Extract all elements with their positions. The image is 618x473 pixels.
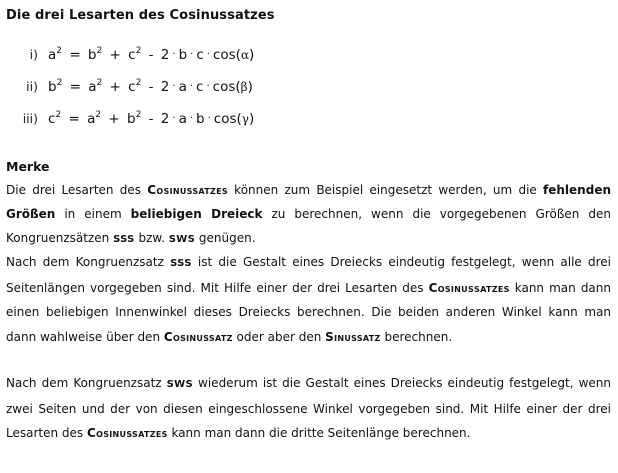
- multiplication-dot: ·: [172, 113, 176, 124]
- coefficient: 2: [160, 79, 170, 95]
- cosine-function: cos(: [212, 79, 241, 95]
- minus-sign: -: [148, 47, 154, 63]
- term1-variable: a: [87, 111, 96, 127]
- text: Nach dem Kongruenzsatz: [6, 255, 171, 269]
- equals-sign: =: [69, 79, 81, 95]
- term-sss: SSS: [113, 234, 135, 246]
- term-fehlende-groessen: fehlenden Größen: [6, 183, 611, 222]
- lhs-exponent: 2: [56, 77, 63, 88]
- text: berechnen.: [380, 329, 453, 344]
- term-beliebiges-dreieck: beliebigen Dreieck: [130, 207, 263, 222]
- multiplication-dot: ·: [189, 113, 194, 124]
- page-title: Die drei Lesarten des Cosinussatzes: [6, 8, 275, 23]
- plus-sign: +: [109, 79, 121, 95]
- closing-paren: ): [247, 79, 253, 95]
- formula-expression: [48, 79, 253, 95]
- text: Nach dem Kongruenzsatz: [6, 376, 167, 390]
- text: bzw.: [134, 231, 169, 246]
- term2-variable: c: [128, 47, 136, 63]
- minus-sign: -: [148, 111, 154, 127]
- term2-exponent: 2: [135, 109, 142, 120]
- term2-variable: c: [128, 79, 136, 95]
- factor-2: b: [196, 111, 205, 127]
- term1-exponent: 2: [96, 77, 103, 88]
- formula-number: i): [29, 47, 38, 62]
- text: kann man dann die dritte Seitenlänge berechnen.: [167, 426, 471, 441]
- factor-1: a: [178, 111, 187, 127]
- equals-sign: =: [68, 111, 80, 127]
- lhs-exponent: 2: [55, 109, 62, 120]
- term-cosinussatzes: Cosinussatzes: [147, 183, 228, 197]
- text: kann man dann einen beliebigen Innenwinkel dieses Dreiecks berechnen. Die beiden anderen Winkel kann man dann wahlweise über den: [6, 281, 612, 344]
- term-cosinussatz: Cosinussatz: [163, 329, 233, 344]
- formula-row: [6, 79, 306, 101]
- cosine-function: cos(: [213, 111, 242, 127]
- formula-row: [6, 111, 306, 133]
- factor-2: c: [196, 47, 204, 63]
- multiplication-dot: ·: [206, 49, 210, 60]
- multiplication-dot: ·: [172, 49, 176, 60]
- closing-paren: ): [248, 111, 255, 127]
- term-sss: SSS: [170, 258, 192, 269]
- term-cosinussatzes: Cosinussatzes: [86, 426, 168, 441]
- formula-number: ii): [26, 79, 38, 94]
- closing-paren: ): [249, 47, 255, 63]
- lhs-variable: a: [48, 47, 57, 63]
- equals-sign: =: [69, 47, 81, 63]
- paragraph-3: [6, 371, 611, 446]
- factor-1: a: [178, 79, 187, 95]
- text: wiederum ist die Gestalt eines Dreiecks eindeutig festgelegt, wenn zwei Seiten und der von diesen eingeschlossene Winkel vorgegeben sind. Mit Hilfe einer der drei Lesarten des: [6, 376, 612, 441]
- multiplication-dot: ·: [189, 81, 194, 92]
- term-sws: SWS: [166, 379, 193, 390]
- text: ist die Gestalt eines Dreiecks eindeutig festgelegt, wenn alle drei Seitenlängen vorgegeben sind. Mit Hilfe einer der drei Lesarten des: [6, 255, 611, 296]
- term2-exponent: 2: [135, 45, 142, 56]
- text: können zum Beispiel eingesetzt werden, um die: [227, 183, 544, 197]
- paragraph-1: [6, 178, 611, 253]
- term1-variable: b: [87, 47, 97, 63]
- factor-2: c: [196, 79, 204, 95]
- term-sws: SWS: [168, 234, 196, 246]
- term2-exponent: 2: [135, 77, 142, 88]
- text: oder aber den: [232, 329, 326, 344]
- text: genügen.: [195, 231, 256, 246]
- cosine-function: cos(: [212, 47, 241, 63]
- text: zu berechnen, wenn die vorgegebenen Größen den Kongruenzsätzen: [6, 207, 612, 246]
- factor-1: b: [178, 47, 188, 63]
- formula-number: iii): [22, 111, 38, 126]
- angle-symbol: γ: [241, 112, 249, 126]
- text: in einem: [55, 207, 131, 222]
- multiplication-dot: ·: [207, 113, 211, 124]
- plus-sign: +: [109, 47, 121, 63]
- plus-sign: +: [108, 111, 120, 127]
- multiplication-dot: ·: [206, 81, 210, 92]
- paragraph-2: [6, 250, 611, 349]
- multiplication-dot: ·: [172, 81, 176, 92]
- coefficient: 2: [160, 111, 170, 127]
- formula-row: [6, 47, 306, 69]
- term-cosinussatzes: Cosinussatzes: [428, 281, 510, 296]
- term1-exponent: 2: [95, 109, 102, 120]
- minus-sign: -: [148, 79, 154, 95]
- coefficient: 2: [160, 47, 170, 63]
- term-sinussatz: Sinussatz: [325, 329, 381, 344]
- term1-exponent: 2: [96, 45, 103, 56]
- formula-expression: [48, 47, 254, 63]
- angle-symbol: α: [240, 48, 250, 62]
- lhs-variable: c: [48, 111, 56, 127]
- lhs-exponent: 2: [56, 45, 63, 56]
- lhs-variable: b: [48, 79, 57, 95]
- angle-symbol: β: [240, 80, 248, 94]
- multiplication-dot: ·: [190, 49, 194, 60]
- text: Die drei Lesarten des: [6, 183, 148, 197]
- term2-variable: b: [127, 111, 136, 127]
- term1-variable: a: [88, 79, 97, 95]
- formula-expression: [48, 111, 254, 127]
- merke-heading: Merke: [6, 159, 50, 174]
